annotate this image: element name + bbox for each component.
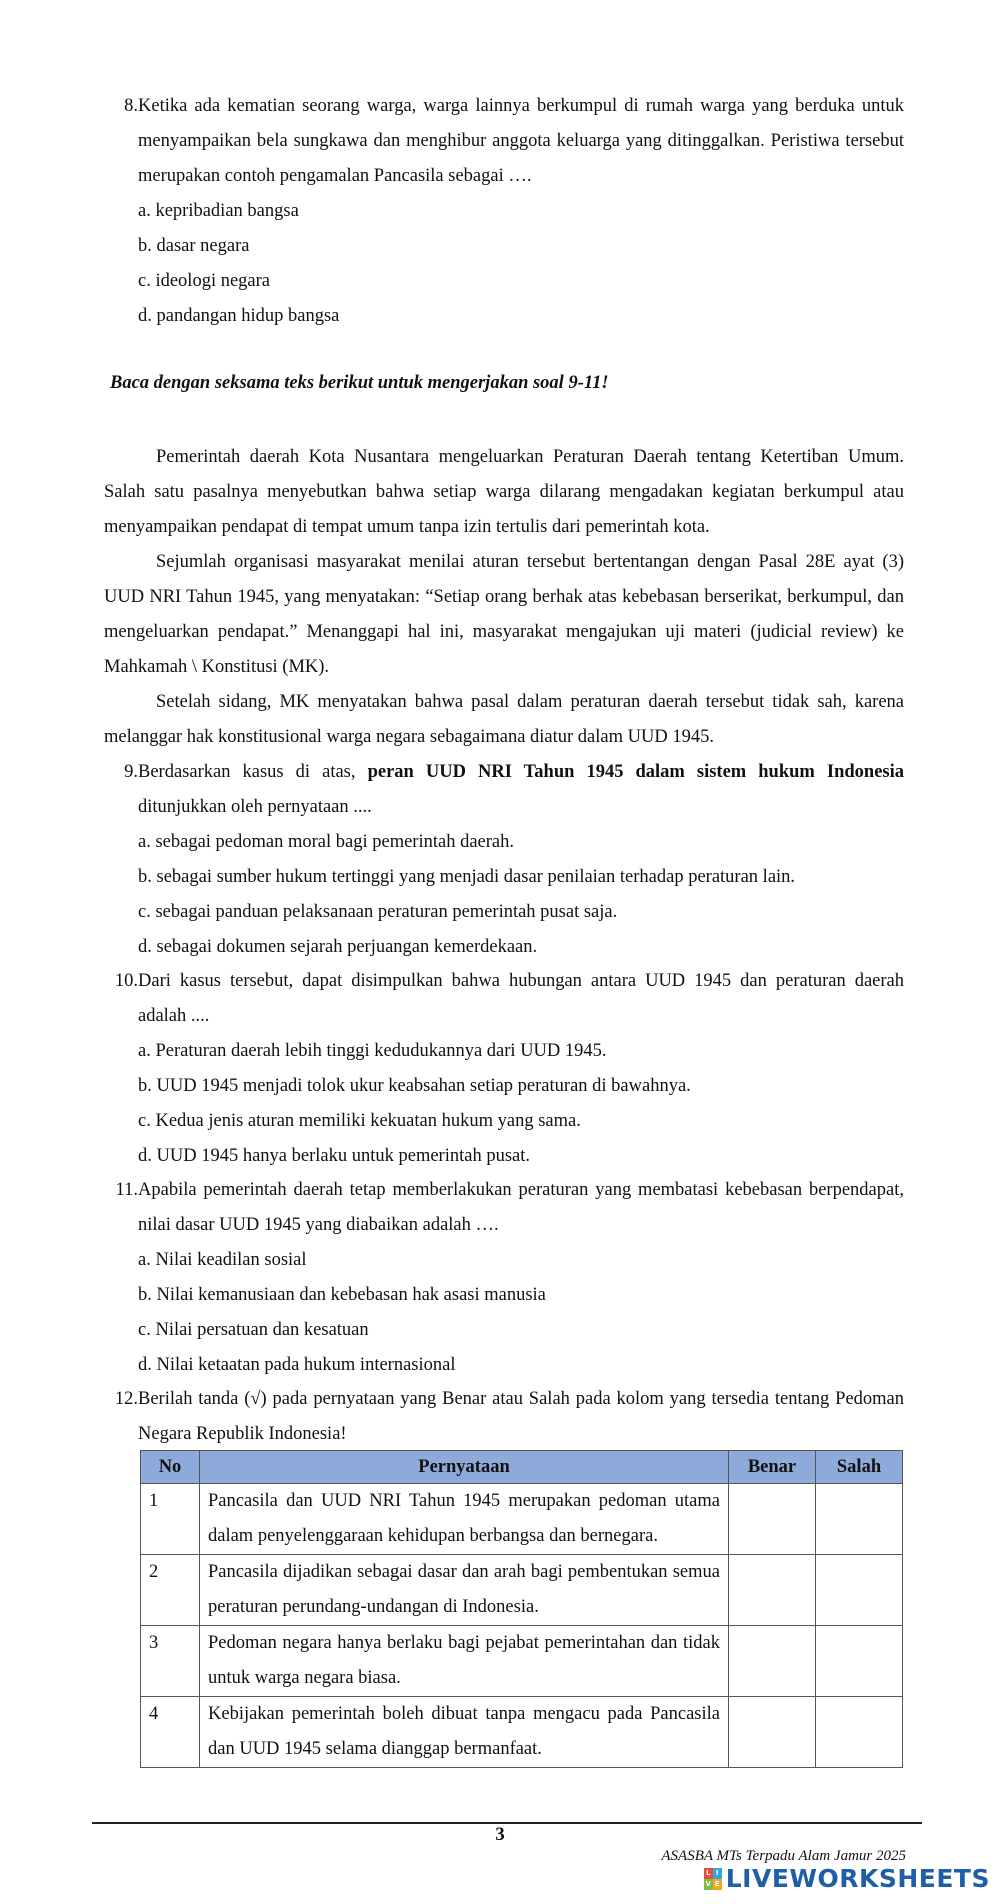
question-11 (104, 1173, 904, 1383)
question-text-part: Berdasarkan kasus di atas, (138, 762, 368, 782)
option-c[interactable]: c. ideologi negara (138, 271, 271, 291)
badge-letter: V (705, 1879, 711, 1888)
option-a[interactable]: a. sebagai pedoman moral bagi pemerintah daerah. (138, 832, 515, 852)
question-text: Berilah tanda (√) pada pernyataan yang Benar atau Salah pada kolom yang tersedia tentang Pedoman Negara Republik Indonesia! (138, 1389, 904, 1444)
school-footer: ASASBA MTs Terpadu Alam Jamur 2025 (661, 1848, 906, 1864)
header-salah: Salah (816, 1451, 903, 1484)
option-c[interactable]: c. sebagai panduan pelaksanaan peraturan pemerintah pusat saja. (138, 902, 618, 922)
question-12 (104, 1382, 904, 1452)
liveworksheets-wordmark: LIVEWORKSHEETS (725, 1864, 990, 1893)
option-d[interactable]: d. sebagai dokumen sejarah perjuangan kemerdekaan. (138, 937, 538, 957)
reading-instruction: Baca dengan seksama teks berikut untuk mengerjakan soal 9-11! (110, 373, 609, 393)
row-number: 2 (141, 1555, 200, 1626)
benar-cell[interactable] (729, 1555, 816, 1626)
salah-cell[interactable] (816, 1697, 903, 1768)
page-number: 3 (495, 1824, 505, 1845)
salah-cell[interactable] (816, 1555, 903, 1626)
true-false-table (140, 1450, 903, 1768)
question-number: 12. (114, 1389, 138, 1409)
benar-cell[interactable] (729, 1484, 816, 1555)
question-9 (104, 755, 904, 965)
question-text (138, 755, 904, 825)
benar-cell[interactable] (729, 1626, 816, 1697)
option-a[interactable]: a. Nilai keadilan sosial (138, 1250, 307, 1270)
salah-cell[interactable] (816, 1484, 903, 1555)
option-a[interactable]: a. kepribadian bangsa (138, 201, 299, 221)
row-statement: Pancasila dijadikan sebagai dasar dan arah bagi pembentukan semua peraturan perundang-undangan di Indonesia. (200, 1555, 729, 1626)
option-b[interactable]: b. sebagai sumber hukum tertinggi yang menjadi dasar penilaian terhadap peraturan lain. (138, 867, 796, 887)
salah-cell[interactable] (816, 1626, 903, 1697)
option-c[interactable]: c. Nilai persatuan dan kesatuan (138, 1320, 369, 1340)
question-10 (104, 964, 904, 1174)
option-d[interactable]: d. UUD 1945 hanya berlaku untuk pemerintah pusat. (138, 1146, 531, 1166)
row-number: 4 (141, 1697, 200, 1768)
header-benar: Benar (729, 1451, 816, 1484)
badge-letter: E (713, 1879, 722, 1890)
passage-paragraph: Pemerintah daerah Kota Nusantara mengeluarkan Peraturan Daerah tentang Ketertiban Umum. Salah satu pasalnya menyebutkan bahwa setiap warga dilarang mengadakan kegiatan berkumpul atau menyampaikan pendapat di tempat umum tanpa izin tertulis dari pemerintah kota. (104, 447, 904, 537)
question-text: Ketika ada kematian seorang warga, warga lainnya berkumpul di rumah warga yang berduka untuk menyampaikan bela sungkawa dan menghibur anggota keluarga yang ditinggalkan. Peristiwa tersebut merupakan contoh pengamalan Pancasila sebagai …. (138, 96, 904, 186)
row-number: 3 (141, 1626, 200, 1697)
row-statement: Kebijakan pemerintah boleh dibuat tanpa mengacu pada Pancasila dan UUD 1945 selama dianggap bermanfaat. (200, 1697, 729, 1768)
row-statement: Pedoman negara hanya berlaku bagi pejabat pemerintahan dan tidak untuk warga negara biasa. (200, 1626, 729, 1697)
question-number: 8. (124, 96, 138, 116)
question-number: 9. (124, 762, 138, 782)
table-row (141, 1697, 903, 1768)
option-a[interactable]: a. Peraturan daerah lebih tinggi kedudukannya dari UUD 1945. (138, 1041, 607, 1061)
option-d[interactable]: d. pandangan hidup bangsa (138, 306, 340, 326)
badge-letter: L (704, 1868, 713, 1879)
question-number: 10. (114, 971, 138, 991)
table-header-row (141, 1451, 903, 1484)
passage-paragraph: Sejumlah organisasi masyarakat menilai aturan tersebut bertentangan dengan Pasal 28E ayat (3) UUD NRI Tahun 1945, yang menyatakan: “Setiap orang berhak atas kebebasan berserikat, berkumpul, dan mengeluarkan pendapat.” Menanggapi hal ini, masyarakat mengajukan uji materi (judicial review) ke Mahkamah \ Konstitusi (MK). (104, 552, 904, 677)
table-row (141, 1484, 903, 1555)
question-text-emphasis: peran UUD NRI Tahun 1945 dalam sistem hukum Indonesia (367, 762, 904, 782)
table-row (141, 1626, 903, 1697)
option-b[interactable]: b. Nilai kemanusiaan dan kebebasan hak asasi manusia (138, 1285, 546, 1305)
question-number: 11. (115, 1180, 138, 1200)
question-text: Dari kasus tersebut, dapat disimpulkan bahwa hubungan antara UUD 1945 dan peraturan daerah adalah .... (138, 971, 904, 1026)
row-statement: Pancasila dan UUD NRI Tahun 1945 merupakan pedoman utama dalam penyelenggaraan kehidupan berbangsa dan bernegara. (200, 1484, 729, 1555)
option-d[interactable]: d. Nilai ketaatan pada hukum internasional (138, 1355, 456, 1375)
question-8 (104, 89, 904, 334)
benar-cell[interactable] (729, 1697, 816, 1768)
option-c[interactable]: c. Kedua jenis aturan memiliki kekuatan hukum yang sama. (138, 1111, 581, 1131)
option-b[interactable]: b. UUD 1945 menjadi tolok ukur keabsahan setiap peraturan di bawahnya. (138, 1076, 691, 1096)
row-number: 1 (141, 1484, 200, 1555)
reading-passage (104, 440, 904, 755)
option-b[interactable]: b. dasar negara (138, 236, 250, 256)
passage-paragraph: Setelah sidang, MK menyatakan bahwa pasal dalam peraturan daerah tersebut tidak sah, karena melanggar hak konstitusional warga negara sebagaimana diatur dalam UUD 1945. (104, 692, 904, 747)
question-text-part: ditunjukkan oleh pernyataan .... (138, 797, 372, 817)
badge-letter: I (713, 1868, 722, 1879)
table-row (141, 1555, 903, 1626)
liveworksheets-logo[interactable] (704, 1864, 990, 1893)
header-statement: Pernyataan (200, 1451, 729, 1484)
header-no: No (141, 1451, 200, 1484)
liveworksheets-badge-icon (704, 1868, 722, 1890)
question-text: Apabila pemerintah daerah tetap memberlakukan peraturan yang membatasi kebebasan berpendapat, nilai dasar UUD 1945 yang diabaikan adalah …. (138, 1180, 904, 1235)
